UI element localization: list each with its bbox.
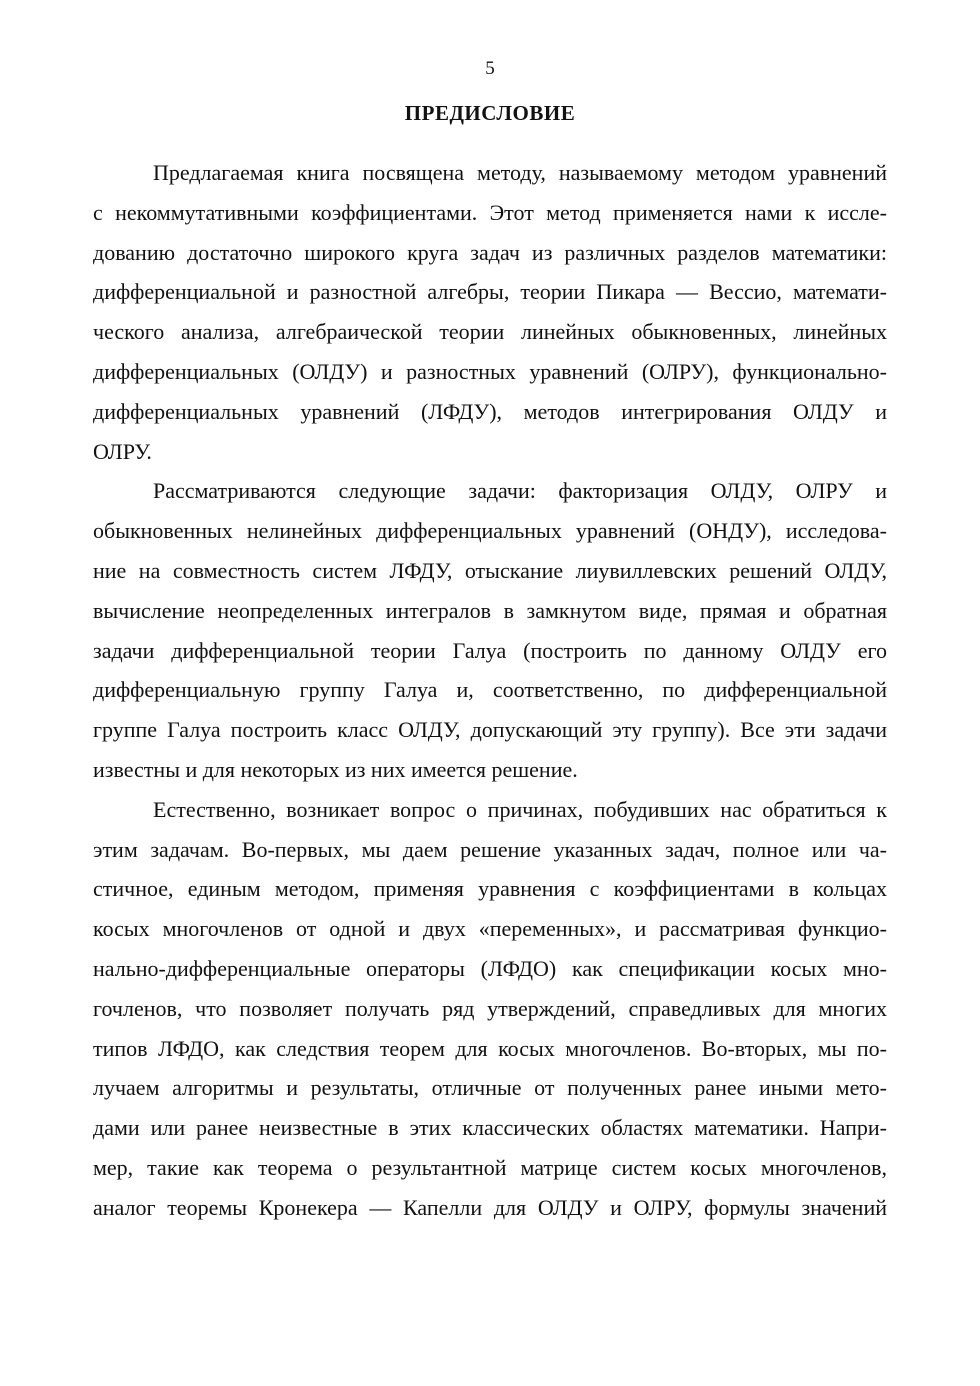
text-line: стичное, единым методом, применяя уравнения с коэффициентами в кольцах xyxy=(93,876,887,902)
text-line: ние на совместность систем ЛФДУ, отыскание лиувиллевских решений ОЛДУ, xyxy=(93,557,887,583)
page-number: 5 xyxy=(485,58,495,79)
text-line: дифференциальной и разностной алгебры, теории Пикара — Вессио, математи- xyxy=(93,279,887,305)
paragraph-1 xyxy=(93,153,887,471)
text-line: аналог теоремы Кронекера — Капелли для ОЛДУ и ОЛРУ, формулы значений xyxy=(93,1194,887,1220)
text-line: ОЛРУ. xyxy=(93,438,152,464)
paragraph-3 xyxy=(93,790,887,1228)
text-line: Предлагаемая книга посвящена методу, называемому методом уравнений xyxy=(153,160,887,185)
text-line: дами или ранее неизвестные в этих классических областях математики. Напри- xyxy=(93,1115,887,1141)
text-line: с некоммутативными коэффициентами. Этот метод применяется нами к иссле- xyxy=(93,199,887,225)
text-line: вычисление неопределенных интегралов в замкнутом виде, прямая и обратная xyxy=(93,597,887,623)
text-line: мер, такие как теорема о результантной матрице систем косых многочленов, xyxy=(93,1154,887,1180)
text-line: Рассматриваются следующие задачи: факторизация ОЛДУ, ОЛРУ и xyxy=(153,478,887,504)
text-line: дифференциальную группу Галуа и, соответственно, по дифференциальной xyxy=(93,677,887,703)
text-line: типов ЛФДО, как следствия теорем для косых многочленов. Во-вторых, мы по- xyxy=(93,1035,887,1061)
text-line: лучаем алгоритмы и результаты, отличные от полученных ранее иными мето- xyxy=(93,1075,887,1101)
page-title: ПРЕДИСЛОВИЕ xyxy=(404,101,576,125)
text-line: задачи дифференциальной теории Галуа (построить по данному ОЛДУ его xyxy=(93,637,887,663)
text-line: этим задачам. Во-первых, мы даем решение указанных задач, полное или ча- xyxy=(93,836,887,862)
text-line: гочленов, что позволяет получать ряд утверждений, справедливых для многих xyxy=(93,995,887,1021)
text-line: Естественно, возникает вопрос о причинах, побудивших нас обратиться к xyxy=(153,796,887,822)
paragraph-2 xyxy=(93,471,887,789)
text-line: известны и для некоторых из них имеется решение. xyxy=(93,756,578,782)
text-line: дованию достаточно широкого круга задач из различных разделов математики: xyxy=(93,239,887,265)
text-line: нально-дифференциальные операторы (ЛФДО) как спецификации косых мно- xyxy=(93,955,887,981)
text-line: косых многочленов от одной и двух «переменных», и рассматривая функцио- xyxy=(93,916,887,942)
text-line: дифференциальных (ОЛДУ) и разностных уравнений (ОЛРУ), функционально- xyxy=(93,358,887,384)
body-text xyxy=(93,153,887,1228)
text-line: дифференциальных уравнений (ЛФДУ), методов интегрирования ОЛДУ и xyxy=(93,398,887,424)
text-line: группе Галуа построить класс ОЛДУ, допускающий эту группу). Все эти задачи xyxy=(93,717,887,743)
text-line: обыкновенных нелинейных дифференциальных уравнений (ОНДУ), исследова- xyxy=(93,518,887,544)
text-line: ческого анализа, алгебраической теории линейных обыкновенных, линейных xyxy=(93,319,887,345)
